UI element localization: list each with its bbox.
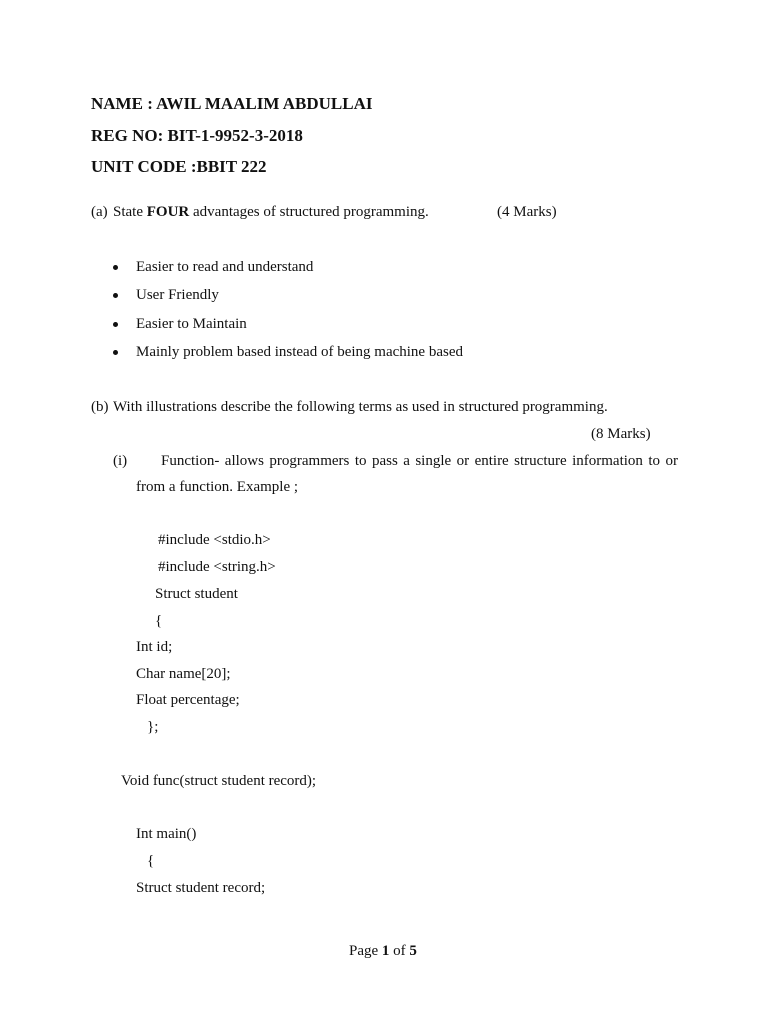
answer-item: User Friendly — [136, 287, 219, 303]
question-a-label: (a) — [91, 204, 108, 220]
registration-number: REG NO: BIT-1-9952-3-2018 — [91, 126, 303, 145]
answer-item: Mainly problem based instead of being machine based — [136, 344, 463, 360]
code-line: #include <stdio.h> — [158, 532, 271, 548]
answer-item: Easier to Maintain — [136, 316, 247, 332]
bullet-icon — [113, 293, 118, 298]
question-b-label: (b) — [91, 399, 109, 415]
code-line: Int id; — [136, 639, 173, 655]
question-b-text: With illustrations describe the following terms as used in structured programming. — [113, 399, 608, 415]
student-name: NAME : AWIL MAALIM ABDULLAI — [91, 94, 373, 113]
question-b-marks: (8 Marks) — [591, 426, 651, 442]
question-a-text: State FOUR advantages of structured programming. — [113, 204, 429, 220]
code-line: Void func(struct student record); — [121, 773, 317, 789]
item-i-label: (i) — [113, 453, 128, 469]
code-line: { — [147, 853, 155, 869]
unit-code: UNIT CODE :BBIT 222 — [91, 157, 267, 176]
answer-item: Easier to read and understand — [136, 259, 314, 275]
code-line: Char name[20]; — [136, 666, 231, 682]
bullet-icon — [113, 265, 118, 270]
code-line: Struct student — [155, 586, 238, 602]
bullet-icon — [113, 322, 118, 327]
item-i-text-line2: from a function. Example ; — [136, 479, 299, 495]
question-a-marks: (4 Marks) — [497, 204, 557, 220]
code-line: Struct student record; — [136, 880, 266, 896]
code-line: #include <string.h> — [158, 559, 276, 575]
code-line: { — [155, 613, 163, 629]
code-line: }; — [147, 719, 159, 735]
code-line: Int main() — [136, 826, 197, 842]
code-line: Float percentage; — [136, 692, 240, 708]
item-i-text-line1: Function- allows programmers to pass a single or entire structure information to or — [161, 453, 678, 469]
page-number: Page 1 of 5 — [349, 943, 417, 959]
bullet-icon — [113, 350, 118, 355]
